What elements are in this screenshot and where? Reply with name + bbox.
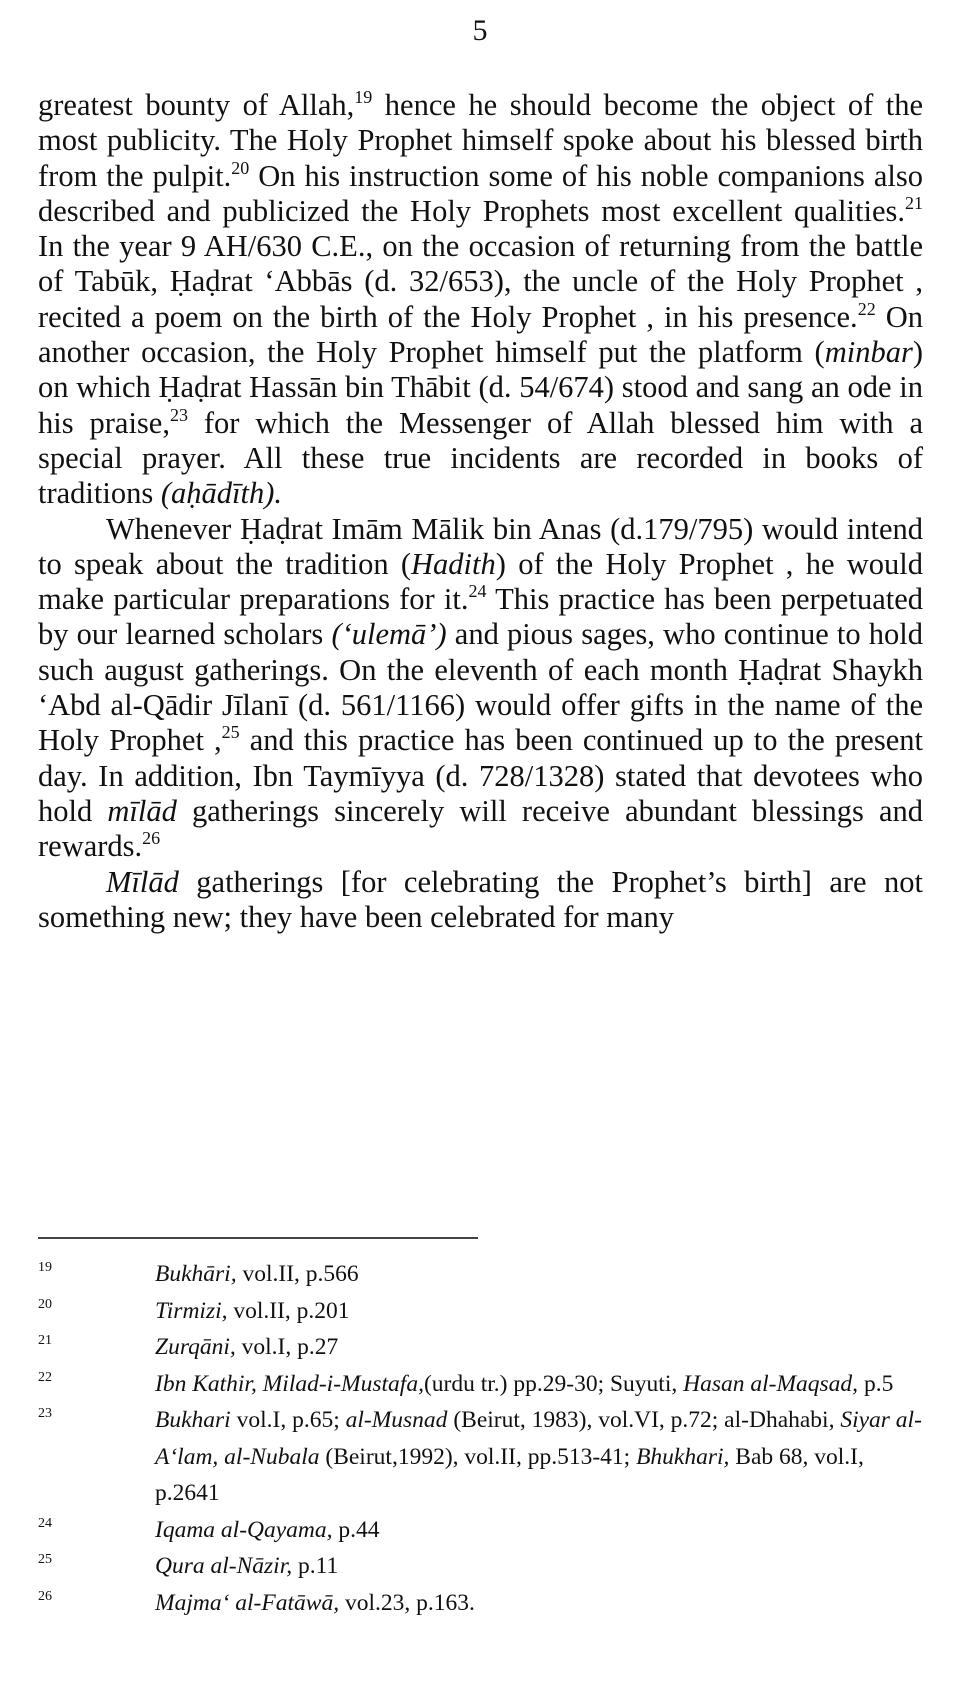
footnote-23: 23 Bukhari vol.I, p.65; al-Musnad (Beirut, 1983), vol.VI, p.72; al-Dhahabi, Siyar al-A‘lam, al-Nubala (Beirut,1992), vol.II, pp.513-41; Bhukhari, Bab 68, vol.I, p.2641 <box>38 1406 922 1506</box>
footnote-25: 25 Qura al-Nāzir, p.11 <box>38 1552 339 1579</box>
footnote-19: 19 Bukhāri, vol.II, p.566 <box>38 1260 359 1287</box>
footnotes <box>38 1256 928 1621</box>
footnote-ref: 20 <box>231 157 250 178</box>
page-number: 5 <box>472 14 488 47</box>
paragraph-2: Whenever Ḥaḍrat Imām Mālik bin Anas (d.179/795) would intend to speak about the tradition (Hadith) of the Holy Prophet , he would make particular preparations for it.$^{24}$ This practice has been perpetuated by our learned scholars (‘ulemā’) and pious sages, who continue to hold such august gatherings. On the eleventh of each month Ḥaḍrat Shaykh ‘Abd al-Qādir Jīlanī (d. 561/1166) would offer gifts in the name of the Holy Prophet ,$^{25}$ and this practice has been continued up to the present day. In addition, Ibn Taymīyya (d. 728/1328) stated that devotees who hold mīlād gatherings sincerely will receive abundant blessings and rewards.$^{26}$ <box>38 511 924 864</box>
footnote-24: 24 Iqama al-Qayama, p.44 <box>38 1515 380 1543</box>
footnote-ref: 26 <box>142 828 161 849</box>
body-text <box>38 88 923 935</box>
footnote-ref: 24 <box>468 581 487 602</box>
footnote-ref: 22 <box>857 298 876 319</box>
footnote-ref: 21 <box>905 192 923 213</box>
footnote-divider <box>38 1237 478 1239</box>
paragraph-3: Mīlād gatherings [for celebrating the Prophet’s birth] are not something new; they have been celebrated for many <box>38 864 923 934</box>
footnote-21: 21 Zurqāni, vol.I, p.27 <box>38 1333 339 1360</box>
footnote-20: 20 Tirmizi, vol.II, p.201 <box>38 1296 350 1324</box>
footnote-26: 26 Majma‘ al-Fatāwā, vol.23, p.163. <box>38 1588 475 1616</box>
footnote-ref: 23 <box>169 404 188 425</box>
paragraph-1: greatest bounty of Allah,$^{19}$ hence he should become the object of the most publicity. The Holy Prophet himself spoke about his blessed birth from the pulpit.$^{20}$ On his instruction some of his noble companions also described and publicized the Holy Prophets most excellent qualities.$^{21}$ In the year 9 AH/630 C.E., on the occasion of returning from the battle of Tabūk, Ḥaḍrat ‘Abbās (d. 32/653), the uncle of the Holy Prophet , recited a poem on the birth of the Holy Prophet , in his presence.$^{22}$ On another occasion, the Holy Prophet himself put the platform (minbar) on which Ḥaḍrat Hassān bin Thābit (d. 54/674) stood and sang an ode in his praise,$^{23}$ for which the Messenger of Allah blessed him with a special prayer. All these true incidents are recorded in books of traditions (aḥādīth). <box>38 87 924 511</box>
footnote-ref: 25 <box>221 722 240 743</box>
footnote-ref: 19 <box>354 87 373 107</box>
footnote-22: 22 Ibn Kathir, Milad-i-Mustafa,(urdu tr.) pp.29-30; Suyuti, Hasan al-Maqsad, p.5 <box>38 1369 894 1397</box>
